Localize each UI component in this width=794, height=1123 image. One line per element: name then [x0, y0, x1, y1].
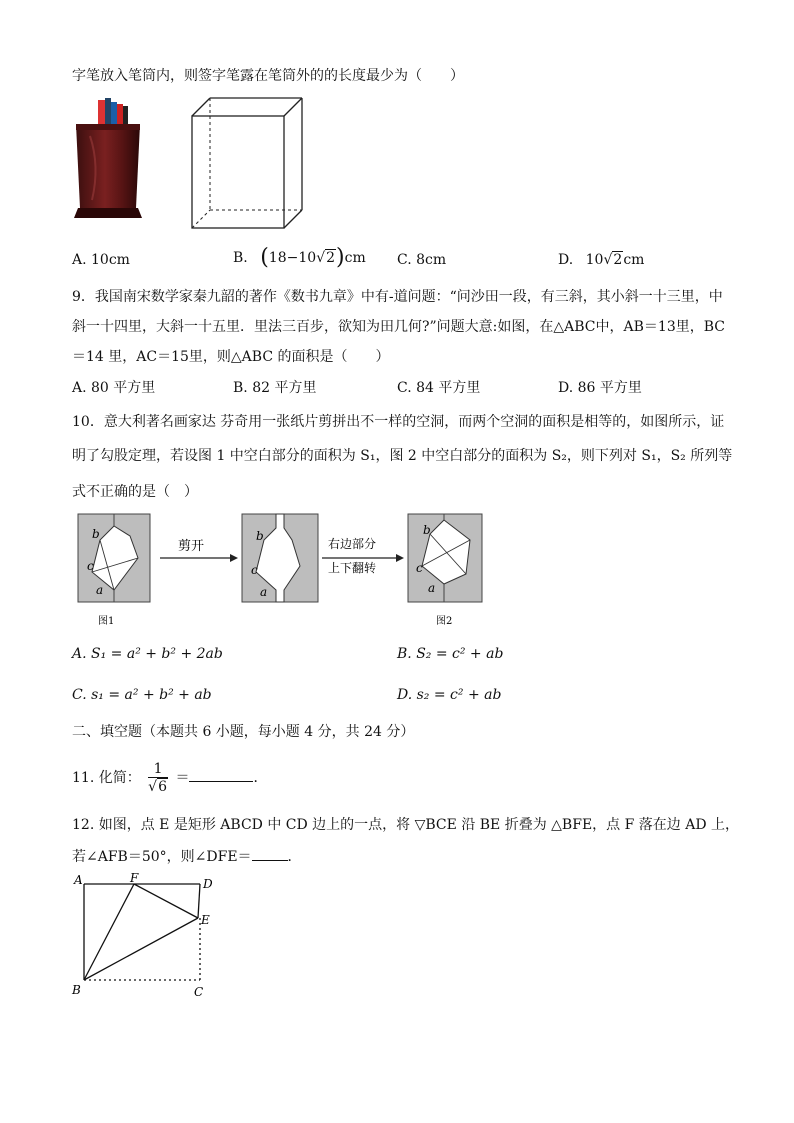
fig1-caption: 图1 — [98, 616, 115, 627]
q8-option-d: D. 10√2cm — [558, 252, 645, 268]
fig2-caption: 图2 — [436, 616, 453, 627]
q9-line-2: 斜一十四里，大斜一十五里．里法三百步，欲知为田几何?”问题大意:如图，在△ABC中，AB＝13里，BC — [72, 319, 725, 335]
q9-option-a: A. 80 平方里 — [72, 380, 156, 396]
q10-option-b: B. S₂ = c² + ab — [397, 646, 504, 662]
fig2-label-c: c — [416, 561, 423, 575]
q8-option-b: B. (18−10√2)cm — [233, 245, 366, 270]
q9-line-3: ＝14 里，AC＝15里，则△ABC 的面积是（ ） — [72, 349, 390, 365]
pt-c: C — [194, 985, 204, 999]
q12-line-2: 若∠AFB＝50°，则∠DFE＝ ． — [72, 849, 302, 865]
q10-figure-strip — [70, 510, 490, 630]
figure-1 — [78, 514, 150, 602]
arrow-2-label-top: 右边部分 — [328, 537, 377, 551]
q10-line-1: 10．意大利著名画家达 芬奇用一张纸片剪拼出不一样的空洞，而两个空洞的面积是相等的，如图所示，证 — [72, 414, 725, 430]
q8-option-c: C. 8cm — [397, 252, 447, 268]
fig1-label-b: b — [92, 527, 100, 541]
q10-option-c: C. s₁ = a² + b² + ab — [72, 687, 212, 703]
pt-b: B — [72, 983, 81, 997]
fig1-label-c: c — [87, 559, 94, 573]
section-2-heading: 二、填空题（本题共 6 小题，每小题 4 分，共 24 分） — [72, 724, 415, 740]
q12-answer-blank[interactable] — [252, 860, 288, 861]
cut-label-b: b — [256, 529, 264, 543]
q11-answer-blank[interactable] — [189, 781, 253, 782]
q10-line-2: 明了勾股定理，若设图 1 中空白部分的面积为 S₁，图 2 中空白部分的面积为 S₂，则下列对 S₁，S₂ 所列等 — [72, 448, 733, 464]
q8-stem-tail: 字笔放入笔筒内，则签字笔露在笔筒外的的长度最少为（ ） — [72, 68, 464, 84]
arrow-1-label: 剪开 — [178, 539, 205, 554]
arrow-1-head-icon — [230, 554, 238, 562]
pt-e: E — [201, 913, 210, 927]
q8-option-a: A. 10cm — [72, 252, 130, 268]
q12-line-1: 12. 如图，点 E 是矩形 ABCD 中 CD 边上的一点，将 ▽BCE 沿 BE 折叠为 △BFE，点 F 落在边 AD 上， — [72, 817, 740, 833]
figure-2 — [408, 514, 482, 602]
q12-rectangle-figure — [70, 870, 220, 1000]
q9-option-c: C. 84 平方里 — [397, 380, 481, 396]
cut-label-c: c — [251, 563, 258, 577]
q10-option-d: D. s₂ = c² + ab — [397, 687, 502, 703]
fig2-label-b: b — [423, 523, 431, 537]
q11-fraction: $\frac{1}{√6}$ — [148, 760, 168, 795]
arrow-2-head-icon — [396, 554, 404, 562]
pen-holder-photo — [70, 96, 150, 224]
figure-cut — [242, 514, 318, 602]
pt-f: F — [130, 871, 139, 885]
q11-line: 11. 化简： $\frac{1}{√6}$ ＝ ． — [72, 760, 268, 795]
pt-a: A — [74, 873, 83, 887]
fig1-label-a: a — [96, 583, 104, 597]
arrow-2-label-bottom: 上下翻转 — [328, 561, 377, 575]
fig2-label-a: a — [428, 581, 436, 595]
pt-d: D — [203, 877, 213, 891]
q9-line-1: 9．我国南宋数学家秦九韶的著作《数书九章》中有-道问题：“问沙田一段，有三斜，其小斜一十三里，中 — [72, 289, 723, 305]
q10-option-a: A. S₁ = a² + b² + 2ab — [72, 646, 223, 662]
cut-label-a: a — [260, 585, 268, 599]
q9-option-d: D. 86 平方里 — [558, 380, 642, 396]
cuboid-figure — [188, 96, 308, 232]
q9-option-b: B. 82 平方里 — [233, 380, 317, 396]
q10-line-3: 式不正确的是（ ） — [72, 484, 198, 500]
